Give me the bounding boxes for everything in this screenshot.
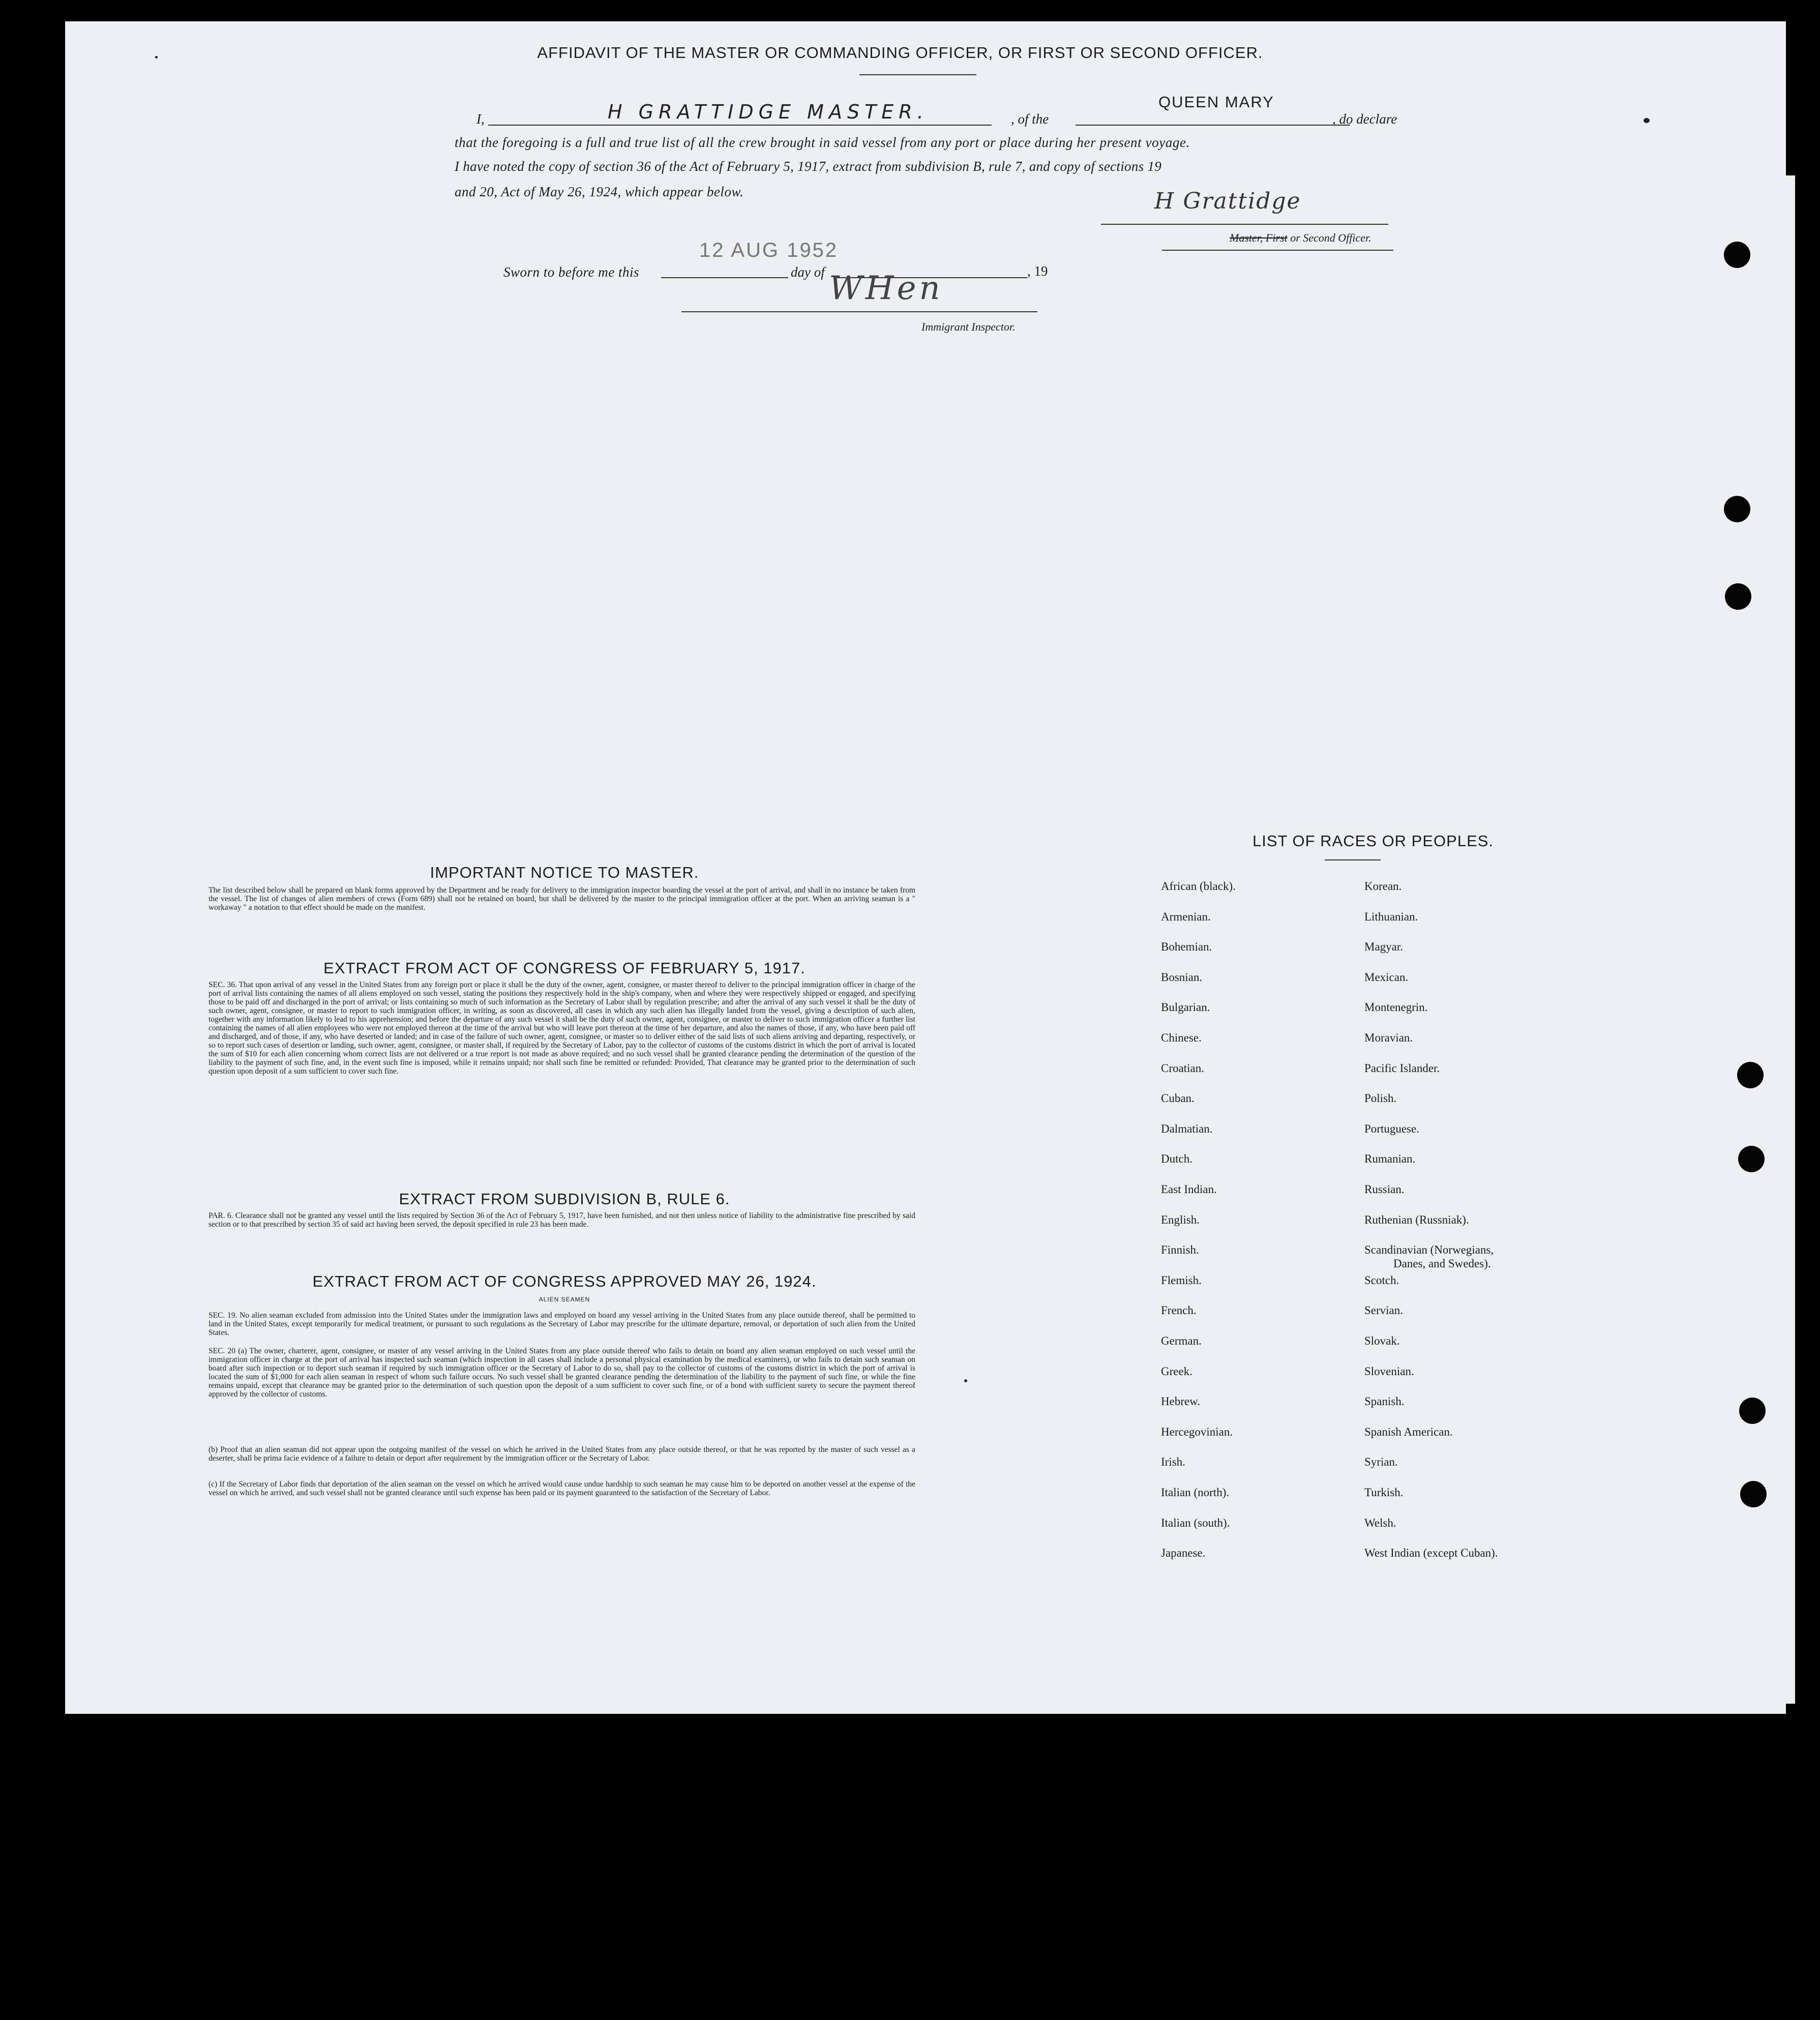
race-item: Slovak. (1364, 1334, 1400, 1347)
race-item: Japanese. (1161, 1547, 1206, 1559)
race-item: French. (1161, 1304, 1197, 1317)
race-item: Magyar. (1364, 940, 1404, 953)
race-item: Slovenian. (1364, 1365, 1414, 1378)
race-item: Montenegrin. (1364, 1001, 1428, 1014)
ink-speck (964, 1379, 967, 1382)
extract-1924-title: EXTRACT FROM ACT OF CONGRESS APPROVED MAY 26, 1924. (312, 1272, 817, 1290)
race-item: Bohemian. (1161, 940, 1212, 953)
race-item: West Indian (except Cuban). (1364, 1547, 1498, 1559)
race-item: Turkish. (1364, 1486, 1404, 1499)
race-item: Italian (north). (1161, 1486, 1230, 1499)
race-item: Italian (south). (1161, 1517, 1230, 1529)
extract-1917-body: SEC. 36. That upon arrival of any vessel in the United States from any foreign port or place it shall be the duty of the owner, agent, consignee, or master thereof to deliver to the principal immigration officer in charge of the port of arrival lists containing the names of all aliens employed on such vessel, stating the positions they respectively hold in the ship's company, when and where they were respectively shipped or engaged, and specifying those to be paid off and discharged in the port of arrival; or lists containing so much of such information as the Secretary of Labor shall by regulation prescribe; and after the arrival of any such vessel it shall be the duty of such owner, agent, consignee, or master to report to such immigration officer, in writing, as soon as discovered, all cases in which any such alien has illegally landed from the vessel, giving a description of such alien, together with any information likely to lead to his apprehension; and before the departure of any such vessel it shall be the duty of such owner, agent, consignee, or master to deliver to such immigration officer a further list containing the names of all alien employees who were not employed thereon at the time of the arrival but who will leave port thereon at the time of her departure, and also the names of those, if any, who have been paid off and discharged, and of those, if any, who have deserted or landed; and in case of the failure of such owner, agent, consignee, or master so to deliver either of the said lists of such aliens arriving and departing, respectively, or so to report such cases of desertion or landing, such owner, agent, consignee, or master shall, if required by the Secretary of Labor, pay to the collector of customs of the customs district in which the port of arrival is located the sum of $10 for each alien concerning whom correct lists are not delivered or a true report is not made as above required; and no such vessel shall be granted clearance pending the determination of the question of the liability to the payment of such fine, and, in the event such fine is imposed, while it remains unpaid; nor shall such fine be remitted or refunded: Provided, That clearance may be granted prior to the determination of such question upon deposit of a sum sufficient to cover such fine. (208, 981, 915, 1076)
race-item: Hebrew. (1161, 1395, 1201, 1408)
binder-hole (1725, 583, 1751, 610)
date-stamp: 12 AUG 1952 (699, 239, 839, 261)
signature-line-2 (1162, 250, 1393, 251)
race-item: German. (1161, 1334, 1202, 1347)
date-line (661, 277, 788, 278)
race-item: Croatian. (1161, 1062, 1204, 1075)
race-item: African (black). (1161, 880, 1236, 893)
extract-1924-sec19: SEC. 19. No alien seaman excluded from admission into the United States under the immigration laws and employed on board any vessel arriving in the United States from any place outside thereof, shall be permitted to land in the United States, except temporarily for medical treatment, or pursuant to such regulations as the Secretary of Labor may prescribe for the ultimate departure, removal, or deportation of such alien from the United States. (208, 1311, 915, 1337)
vessel-line (1076, 125, 1350, 126)
race-item: Portuguese. (1364, 1122, 1419, 1135)
officer-caption-struck: Master, First (1230, 231, 1288, 244)
page-edge-tab (1719, 175, 1795, 1704)
race-item: Flemish. (1161, 1274, 1202, 1287)
race-item: Armenian. (1161, 910, 1211, 923)
notice-body: The list described below shall be prepared on blank forms approved by the Department and be ready for delivery to the immigration inspector boarding the vessel at the port of arrival, and shall in no instance be taken from the vessel. The list of changes of alien members of crews (Form 689) shall not be retained on board, but shall be delivered by the master to the principal immigration officer at the port. When an arriving seaman is a " workaway " a notation to that effect should be made on the manifest. (208, 886, 915, 912)
do-declare-label: , do declare (1332, 111, 1397, 127)
declaration-line-1: that the foregoing is a full and true list of all the crew brought in said vessel from any port or place during her present voyage. (455, 135, 1190, 150)
race-item: East Indian. (1161, 1183, 1217, 1196)
day-of-label: day of (791, 264, 825, 280)
race-item: Greek. (1161, 1365, 1192, 1378)
declaration-line-2: I have noted the copy of section 36 of the Act of February 5, 1917, extract from subdivision B, rule 7, and copy of sections 19 (455, 159, 1162, 174)
race-item: Hercegovinian. (1161, 1425, 1233, 1438)
of-the-label: , of the (1011, 111, 1049, 127)
race-item: Spanish American. (1364, 1425, 1453, 1438)
race-item: Chinese. (1161, 1031, 1202, 1044)
race-item: Polish. (1364, 1092, 1397, 1105)
title-underline (859, 74, 976, 75)
binder-hole (1724, 242, 1750, 268)
year-prefix: , 19 (1027, 263, 1048, 279)
inspector-caption: Immigrant Inspector. (921, 320, 1016, 333)
race-item: Finnish. (1161, 1243, 1199, 1256)
extract-rule6-body: PAR. 6. Clearance shall not be granted any vessel until the lists required by Section 36 of the Act of February 5, 1917, have been furnished, and not then unless notice of liability to the administrative fine prescribed by said section or to that prescribed by section 35 of said act having been served, the deposit specified in rule 23 has been made. (208, 1211, 915, 1229)
i-label: I, (476, 111, 485, 127)
alien-seamen-subtitle: ALIEN SEAMEN (539, 1296, 590, 1303)
binder-hole (1738, 1146, 1765, 1172)
ink-speck (155, 56, 158, 58)
race-item: Mexican. (1364, 971, 1409, 984)
binder-hole (1737, 1062, 1764, 1088)
race-item: Dalmatian. (1161, 1122, 1213, 1135)
race-item: Bulgarian. (1161, 1001, 1210, 1014)
affidavit-title: AFFIDAVIT OF THE MASTER OR COMMANDING OFFICER, OR FIRST OR SECOND OFFICER. (537, 44, 1263, 62)
races-title: LIST OF RACES OR PEOPLES. (1252, 832, 1494, 850)
extract-1924-sec20c: (c) If the Secretary of Labor finds that deportation of the alien seaman on the vessel on which he arrived would cause undue hardship to such seaman he may cause him to be deported on another vessel at the expense of the vessel on which he arrived, and such vessel shall not be granted clearance until such expense has been paid or its payment guaranteed to the satisfaction of the Secretary of Labor. (208, 1480, 915, 1497)
race-item: Pacific Islander. (1364, 1062, 1440, 1075)
race-item: English. (1161, 1213, 1200, 1226)
extract-1924-sec20a: SEC. 20 (a) The owner, charterer, agent, consignee, or master of any vessel arriving in the United States from any place outside thereof who fails to detain on board any alien seaman employed on such vessel until the immigration officer in charge at the port of arrival has inspected such seaman (which inspection in all cases shall include a personal physical examination by the medical examiners), or who fails to detain such seaman on board after such inspection or to deport such seaman if required by such immigration officer or the Secretary of Labor to do so, shall pay to the collector of customs of the customs district in which the port of arrival is located the sum of $1,000 for each alien seaman in respect of whom such failure occurs. No such vessel shall be granted clearance pending the determination of the liability to the payment of such fine, or while the fine remains unpaid, except that clearance may be granted prior to the determination of such question upon the deposit of a sum sufficient to cover such fine, or of a bond with sufficient surety to secure the payment thereof approved by the collector of customs. (208, 1347, 915, 1399)
race-item: Korean. (1364, 880, 1402, 893)
binder-hole (1739, 1398, 1766, 1424)
race-item: Scotch. (1364, 1274, 1399, 1287)
race-item: Russian. (1364, 1183, 1405, 1196)
binder-hole (1740, 1481, 1767, 1507)
signature-line (1101, 224, 1388, 225)
race-item: Rumanian. (1364, 1152, 1416, 1165)
name-line (488, 125, 992, 126)
race-item: Scandinavian (Norwegians, (1364, 1243, 1494, 1256)
vessel-name: QUEEN MARY (1158, 93, 1274, 111)
races-title-underline (1325, 859, 1381, 860)
extract-1917-title: EXTRACT FROM ACT OF CONGRESS OF FEBRUARY 5, 1917. (323, 959, 805, 977)
race-item: Irish. (1161, 1455, 1185, 1468)
declaration-line-3: and 20, Act of May 26, 1924, which appear below. (455, 184, 744, 199)
master-name-handwritten: H GRATTIDGE MASTER. (608, 101, 929, 123)
race-item: Welsh. (1364, 1517, 1396, 1529)
race-item-continuation: Danes, and Swedes). (1393, 1257, 1491, 1270)
binder-hole (1724, 496, 1750, 522)
notice-title: IMPORTANT NOTICE TO MASTER. (430, 864, 699, 881)
inspector-signature: WHen (829, 270, 943, 307)
extract-rule6-title: EXTRACT FROM SUBDIVISION B, RULE 6. (399, 1190, 730, 1208)
officer-caption-rest: or Second Officer. (1290, 231, 1371, 244)
race-item: Syrian. (1364, 1455, 1398, 1468)
race-item: Dutch. (1161, 1152, 1192, 1165)
race-item: Lithuanian. (1364, 910, 1418, 923)
race-item: Bosnian. (1161, 971, 1203, 984)
race-item: Ruthenian (Russniak). (1364, 1213, 1469, 1226)
sworn-label: Sworn to before me this (503, 264, 639, 280)
officer-caption (1230, 231, 1371, 245)
extract-1924-sec20b: (b) Proof that an alien seaman did not appear upon the outgoing manifest of the vessel on which he arrived in the United States from any place outside thereof, or that he was reported by the master of such vessel as a deserter, shall be prima facie evidence of a failure to detain or deport after requirement by the immigration officer or the Secretary of Labor. (208, 1445, 915, 1463)
inspector-line (681, 311, 1037, 312)
race-item: Servian. (1364, 1304, 1404, 1317)
master-signature: H Grattidge (1154, 188, 1301, 214)
race-item: Spanish. (1364, 1395, 1405, 1408)
race-item: Moravian. (1364, 1031, 1413, 1044)
ink-speck (1644, 118, 1650, 123)
race-item: Cuban. (1161, 1092, 1195, 1105)
